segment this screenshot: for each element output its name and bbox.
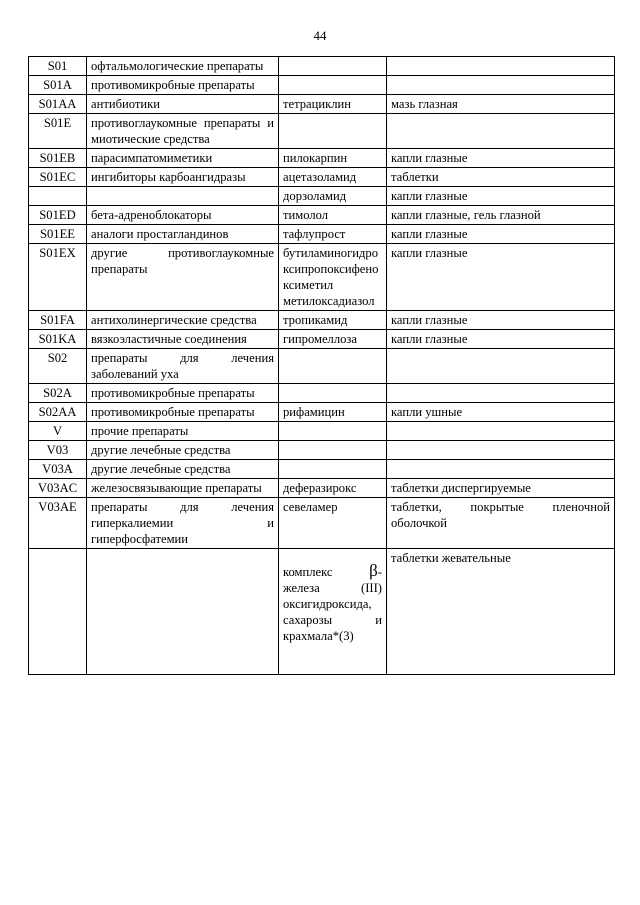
drug-name: севеламер	[279, 498, 387, 549]
dosage-form: капли глазные	[387, 330, 615, 349]
dosage-form	[387, 441, 615, 460]
drug-name	[279, 549, 387, 675]
drug-name: тропикамид	[279, 311, 387, 330]
group-name: аналоги простагландинов	[87, 225, 279, 244]
atc-code: S01EE	[29, 225, 87, 244]
dosage-form	[387, 422, 615, 441]
page-number: 44	[313, 28, 327, 43]
dosage-form: капли глазные	[387, 311, 615, 330]
atc-code: S01FA	[29, 311, 87, 330]
table-row	[29, 460, 615, 479]
atc-code: S01E	[29, 114, 87, 149]
group-name: вязкоэластичные соединения	[87, 330, 279, 349]
dosage-form: таблетки диспергируемые	[387, 479, 615, 498]
table-row	[29, 441, 615, 460]
table-row	[29, 479, 615, 498]
table-row	[29, 403, 615, 422]
dosage-form: мазь глазная	[387, 95, 615, 114]
drug-name	[279, 349, 387, 384]
table-row	[29, 149, 615, 168]
group-name: ингибиторы карбоангидразы	[87, 168, 279, 187]
drug-name-prefix: комплекс	[283, 565, 333, 579]
atc-code	[29, 549, 87, 675]
atc-code: S01KA	[29, 330, 87, 349]
group-name: офтальмологические препараты	[87, 57, 279, 76]
group-name: противоглаукомные препараты и миотические средства	[87, 114, 279, 149]
drug-name: дорзоламид	[279, 187, 387, 206]
group-name: парасимпатомиметики	[87, 149, 279, 168]
dosage-form: таблетки жевательные	[387, 549, 615, 675]
table-row	[29, 498, 615, 549]
dosage-form: капли глазные	[387, 187, 615, 206]
group-name: бета-адреноблокаторы	[87, 206, 279, 225]
atc-code: S01EX	[29, 244, 87, 311]
group-name: противомикробные препараты	[87, 403, 279, 422]
drug-table	[28, 56, 615, 675]
drug-name: бутиламиногидроксипропоксифеноксиметил метилоксадиазол	[279, 244, 387, 311]
table-row	[29, 206, 615, 225]
atc-code: V03A	[29, 460, 87, 479]
drug-name: тетрациклин	[279, 95, 387, 114]
drug-name: ацетазоламид	[279, 168, 387, 187]
group-name	[87, 549, 279, 675]
atc-code: S01AA	[29, 95, 87, 114]
group-name: другие лечебные средства	[87, 441, 279, 460]
group-name: противомикробные препараты	[87, 76, 279, 95]
table-row	[29, 57, 615, 76]
table-row	[29, 330, 615, 349]
atc-code: V03AE	[29, 498, 87, 549]
group-name: антихолинергические средства	[87, 311, 279, 330]
dosage-form	[387, 460, 615, 479]
drug-name: гипромеллоза	[279, 330, 387, 349]
dosage-form: капли глазные, гель глазной	[387, 206, 615, 225]
group-name: другие лечебные средства	[87, 460, 279, 479]
drug-name	[279, 76, 387, 95]
dosage-form: капли глазные	[387, 225, 615, 244]
table-row	[29, 549, 615, 675]
table-row	[29, 349, 615, 384]
atc-code: V	[29, 422, 87, 441]
table-row	[29, 311, 615, 330]
group-name: препараты для лечения гиперкалиемии и гиперфосфатемии	[87, 498, 279, 549]
dosage-form	[387, 76, 615, 95]
atc-code	[29, 187, 87, 206]
table-row	[29, 422, 615, 441]
atc-code: S02A	[29, 384, 87, 403]
atc-code: S01ED	[29, 206, 87, 225]
group-name: железосвязывающие препараты	[87, 479, 279, 498]
drug-name	[279, 460, 387, 479]
table-row	[29, 76, 615, 95]
atc-code: S01	[29, 57, 87, 76]
table-row	[29, 168, 615, 187]
drug-name	[279, 57, 387, 76]
dosage-form	[387, 384, 615, 403]
drug-name	[279, 114, 387, 149]
atc-code: S01EC	[29, 168, 87, 187]
table-row	[29, 95, 615, 114]
atc-code: S02	[29, 349, 87, 384]
drug-name: тимолол	[279, 206, 387, 225]
dosage-form	[387, 114, 615, 149]
dosage-form	[387, 349, 615, 384]
group-name: препараты для лечения заболеваний уха	[87, 349, 279, 384]
atc-code: V03	[29, 441, 87, 460]
drug-name	[279, 384, 387, 403]
beta-symbol: β	[369, 561, 378, 580]
drug-name: рифамицин	[279, 403, 387, 422]
drug-name: деферазирокс	[279, 479, 387, 498]
drug-name: пилокарпин	[279, 149, 387, 168]
table-row	[29, 187, 615, 206]
dosage-form: капли глазные	[387, 149, 615, 168]
table-row	[29, 244, 615, 311]
dosage-form: капли ушные	[387, 403, 615, 422]
atc-code: S02AA	[29, 403, 87, 422]
group-name: прочие препараты	[87, 422, 279, 441]
table-row	[29, 384, 615, 403]
table-row	[29, 114, 615, 149]
atc-code: S01A	[29, 76, 87, 95]
dosage-form: таблетки	[387, 168, 615, 187]
group-name: другие противоглаукомные препараты	[87, 244, 279, 311]
atc-code: S01EB	[29, 149, 87, 168]
table-row	[29, 225, 615, 244]
group-name	[87, 187, 279, 206]
dosage-form	[387, 57, 615, 76]
drug-name	[279, 422, 387, 441]
group-name: антибиотики	[87, 95, 279, 114]
dosage-form: таблетки, покрытые пленочной оболочкой	[387, 498, 615, 549]
drug-name-suffix: -железа (III) оксигидроксида, сахарозы и крахмала*(3)	[283, 565, 382, 643]
atc-code: V03AC	[29, 479, 87, 498]
drug-name	[279, 441, 387, 460]
dosage-form: капли глазные	[387, 244, 615, 311]
drug-name: тафлупрост	[279, 225, 387, 244]
group-name: противомикробные препараты	[87, 384, 279, 403]
